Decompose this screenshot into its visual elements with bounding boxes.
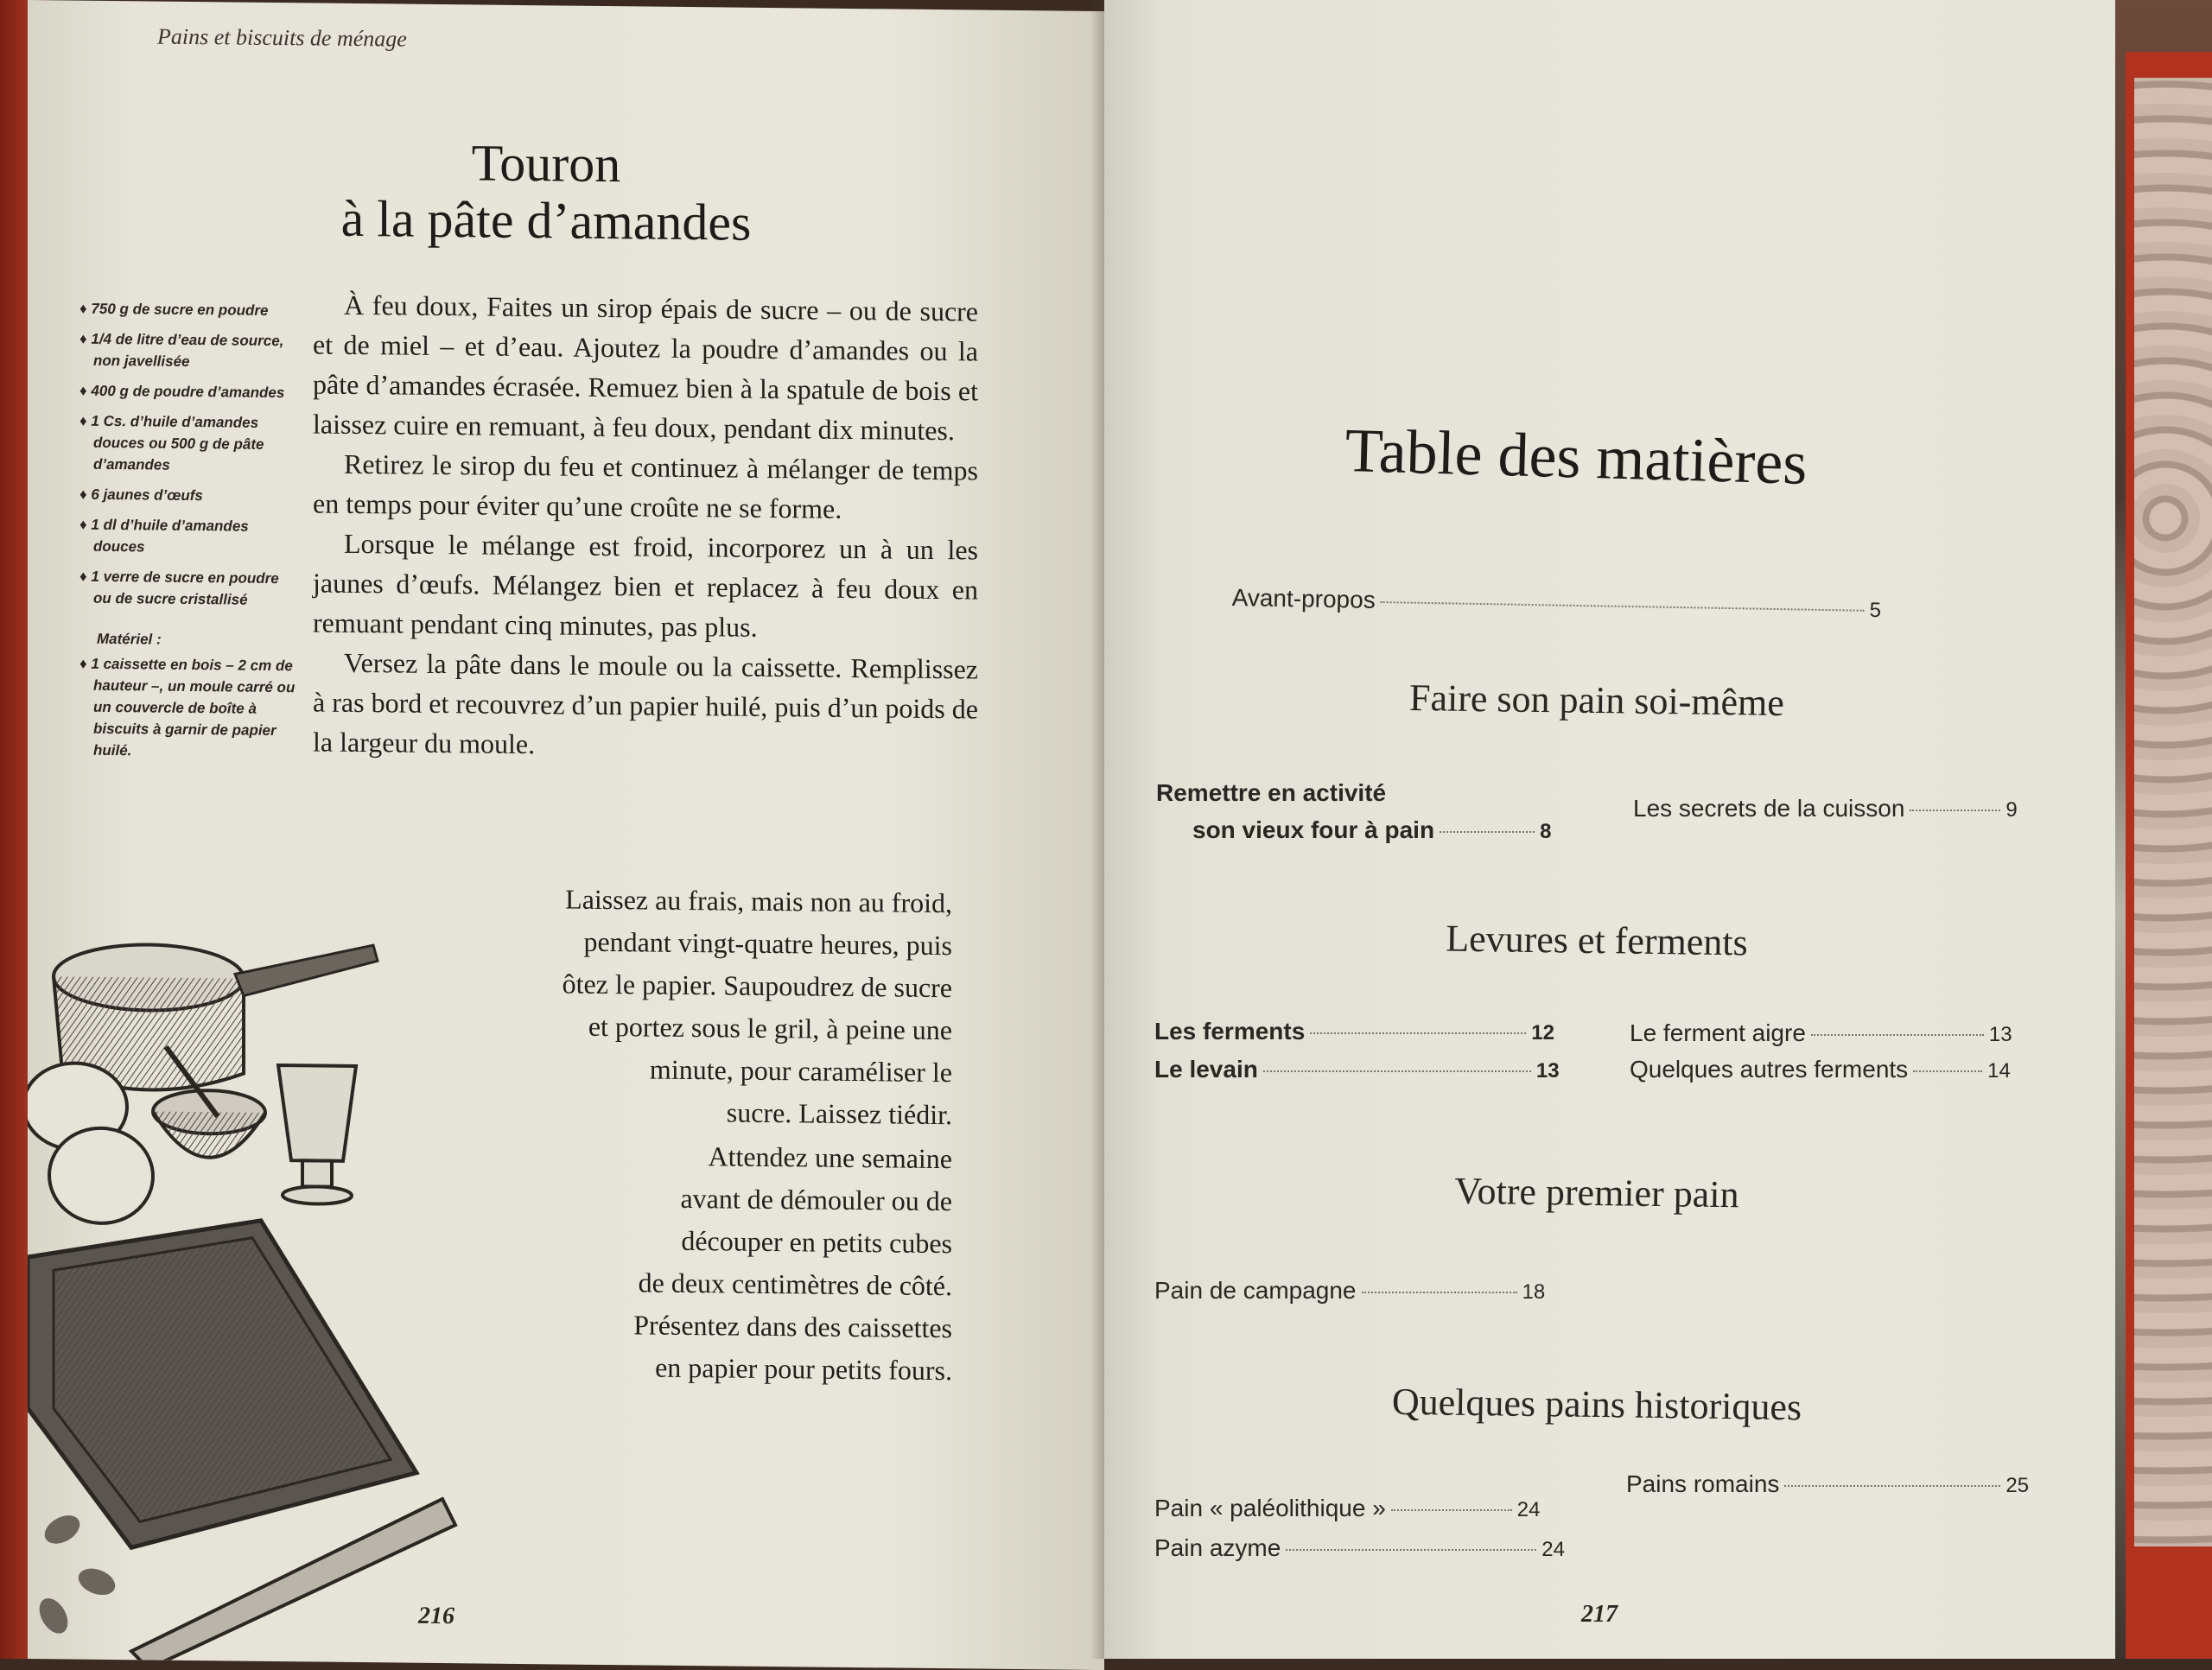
ingredient-item: ♦ 6 jaunes d’œufs <box>79 484 300 508</box>
page-number: 217 <box>1581 1601 1618 1628</box>
method-line: découper en petits cubes <box>681 1224 952 1260</box>
toc-entry <box>1633 795 2018 822</box>
toc-page-number: 9 <box>2005 798 2018 822</box>
toc-page-number: 13 <box>1988 1023 2012 1046</box>
method-line: Laissez au frais, mais non au froid, <box>565 883 952 919</box>
toc-page-number: 5 <box>1869 598 1882 623</box>
toc-entry-label: son vieux four à pain <box>1192 816 1435 843</box>
dot-leader <box>1263 1070 1531 1072</box>
toc-entry-label: Les secrets de la cuisson <box>1633 795 1905 822</box>
dot-leader <box>1391 1509 1512 1511</box>
method-line: et portez sous le gril, à peine une <box>588 1010 952 1046</box>
method-paragraph: Versez la pâte dans le moule ou la caissette. Remplissez à ras bord et recouvrez d’un papier huilé, puis d’un poids de la largeur du moule. <box>313 646 978 760</box>
toc-section-heading: Levures et ferments <box>1445 917 1749 964</box>
materiel-label: Matériel : <box>97 630 162 648</box>
dot-leader <box>1913 1070 1982 1072</box>
toc-page-number: 8 <box>1540 820 1552 843</box>
dot-leader <box>1362 1292 1517 1293</box>
tray-drawing <box>28 1218 416 1551</box>
toc-entry-label: Pain azyme <box>1154 1534 1281 1561</box>
method-line: minute, pour caraméliser le <box>649 1053 952 1089</box>
toc-entry <box>1154 1534 1565 1562</box>
toc-page-number: 14 <box>1987 1059 2011 1083</box>
left-page <box>28 0 1104 1670</box>
recipe-method <box>313 284 978 768</box>
method-line: en papier pour petits fours. <box>655 1351 952 1387</box>
toc-page-number: 25 <box>2005 1474 2030 1497</box>
dot-leader <box>1784 1485 2000 1487</box>
toc-entry-label: Le levain <box>1154 1056 1258 1083</box>
toc-page-number: 12 <box>1531 1021 1554 1045</box>
page-number: 216 <box>418 1602 454 1630</box>
method-line: sucre. Laissez tiédir. <box>726 1096 952 1131</box>
toc-section-heading: Faire son pain soi-même <box>1408 676 1785 725</box>
recipe-title-line1: Touron <box>471 134 621 194</box>
recipe-title <box>244 132 849 252</box>
toc-entry-label: Pain « paléolithique » <box>1154 1495 1386 1521</box>
stone-book-cover <box>2134 78 2212 1546</box>
dot-leader <box>1811 1034 1984 1036</box>
toc-entry <box>1154 1277 1545 1305</box>
toc-entry-avant-propos <box>1231 584 1881 623</box>
method-line: Attendez une semaine <box>708 1140 952 1175</box>
toc-entry <box>1630 1056 2011 1083</box>
almonds-drawing <box>34 1509 119 1639</box>
toc-entry-label: Les ferments <box>1154 1018 1306 1045</box>
running-head: Pains et biscuits de ménage <box>157 23 407 52</box>
method-line: Présentez dans des caissettes <box>633 1309 952 1344</box>
toc-entry <box>1192 816 1551 844</box>
method-line: avant de démouler ou de <box>680 1182 952 1217</box>
toc-entry <box>1156 779 1386 807</box>
ingredient-item: ♦ 1 Cs. d’huile d’amandes douces ou 500 g de pâte d’amandes <box>79 410 300 478</box>
toc-entry-label: Pain de campagne <box>1154 1277 1357 1304</box>
recipe-title-line2: à la pâte d’amandes <box>340 189 752 251</box>
toc-title: Table des matières <box>1344 415 1808 498</box>
toc-page-number: 18 <box>1522 1280 1546 1304</box>
toc-entry <box>1154 1495 1540 1522</box>
background-books <box>2108 0 2212 1659</box>
method-line: pendant vingt-quatre heures, puis <box>583 925 952 962</box>
toc-entry-label: Pains romains <box>1626 1470 1780 1497</box>
method-line: ôtez le papier. Saupoudrez de sucre <box>562 968 952 1004</box>
method-line: de deux centimètres de côté. <box>638 1267 952 1302</box>
ingredient-item: ♦ 750 g de sucre en poudre <box>79 298 300 322</box>
toc-entry <box>1626 1470 2029 1498</box>
dot-leader <box>1381 601 1865 612</box>
glass-drawing <box>278 1065 356 1204</box>
dot-leader <box>1310 1032 1526 1034</box>
dot-leader <box>1440 831 1535 833</box>
recipe-method-continued <box>486 878 952 1393</box>
toc-page-number: 24 <box>1541 1538 1565 1561</box>
materiel-item: ♦ 1 caissette en bois – 2 cm de hauteur –, un moule carré ou un couvercle de boîte à biscuits à garnir de papier huilé. <box>79 653 300 764</box>
ingredients-list <box>79 298 300 772</box>
method-paragraph: Retirez le sirop du feu et continuez à mélanger de temps en temps pour éviter qu’une croûte ne se forme. <box>313 448 978 524</box>
toc-section-heading: Votre premier pain <box>1454 1169 1739 1216</box>
method-paragraph: Lorsque le mélange est froid, incorporez un à un les jaunes d’œufs. Mélangez bien et replacez à feu doux en remuant pendant cinq minutes, pas plus. <box>313 527 978 643</box>
ingredient-item: ♦ 1 dl d’huile d’amandes douces <box>79 514 300 560</box>
toc-entry-label: Quelques autres ferments <box>1630 1056 1909 1083</box>
toc-entry-label: Avant-propos <box>1231 584 1376 613</box>
toc-entry <box>1154 1056 1560 1083</box>
ingredient-item: ♦ 1 verre de sucre en poudre ou de sucre cristallisé <box>79 566 300 612</box>
dot-leader <box>1286 1549 1536 1551</box>
kitchen-illustration <box>28 924 512 1664</box>
ingredient-item: ♦ 400 g de poudre d’amandes <box>79 380 300 404</box>
toc-entry <box>1630 1019 2012 1047</box>
toc-page-number: 13 <box>1535 1059 1560 1083</box>
dot-leader <box>1910 810 2000 811</box>
toc-entry-label: Remettre en activité <box>1156 779 1387 806</box>
toc-page-number: 24 <box>1516 1498 1541 1521</box>
toc-section-heading: Quelques pains historiques <box>1391 1380 1802 1429</box>
toc-entry <box>1154 1018 1554 1045</box>
right-page <box>1104 0 2115 1659</box>
ingredient-item: ♦ 1/4 de litre d’eau de source, non javellisée <box>79 328 300 374</box>
toc-entry-label: Le ferment aigre <box>1630 1019 1806 1046</box>
method-paragraph: À feu doux, Faites un sirop épais de sucre – ou de sucre et de miel – et d’eau. Ajoutez la poudre d’amandes ou la pâte d’amandes écrasée. Remuez bien à la spatule de bois et laissez cuire en remuant, à feu doux, pendant dix minutes. <box>313 289 978 447</box>
